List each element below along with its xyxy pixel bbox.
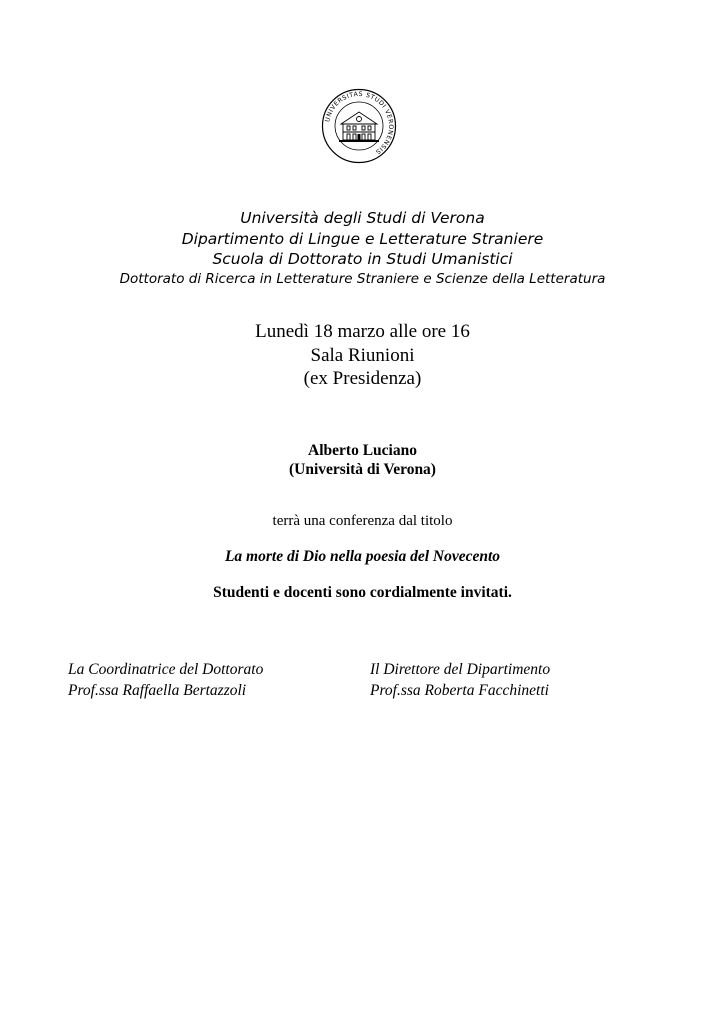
speaker-name: Alberto Luciano: [308, 442, 417, 459]
right-signature-name: Prof.ssa Roberta Facchinetti: [370, 682, 549, 699]
university-seal-icon: [321, 88, 397, 164]
department-name: Dipartimento di Lingue e Letterature Straniere: [181, 230, 544, 248]
svg-text:UNIVERSITAS STUDI VERONENSIS: UNIVERSITAS STUDI VERONENSIS: [324, 90, 395, 156]
talk-title: La morte di Dio nella poesia del Novecento: [224, 548, 501, 565]
left-signature-name: Prof.ssa Raffaella Bertazzoli: [68, 682, 247, 699]
school-name: Scuola di Dottorato in Studi Umanistici: [212, 250, 513, 268]
event-room: Sala Riunioni: [310, 345, 415, 366]
invitation-text: Studenti e docenti sono cordialmente invitati.: [213, 584, 512, 601]
university-name: Università degli Studi di Verona: [240, 209, 485, 227]
talk-intro: terrà una conferenza dal titolo: [272, 513, 453, 529]
right-signature-role: Il Direttore del Dipartimento: [370, 661, 551, 678]
event-room-note: (ex Presidenza): [303, 368, 422, 389]
speaker-affiliation: (Università di Verona): [289, 461, 436, 478]
left-signature-role: La Coordinatrice del Dottorato: [68, 661, 264, 678]
doctorate-name: Dottorato di Ricerca in Letterature Straniere e Scienze della Letteratura: [119, 271, 606, 287]
event-date: Lunedì 18 marzo alle ore 16: [255, 321, 470, 342]
